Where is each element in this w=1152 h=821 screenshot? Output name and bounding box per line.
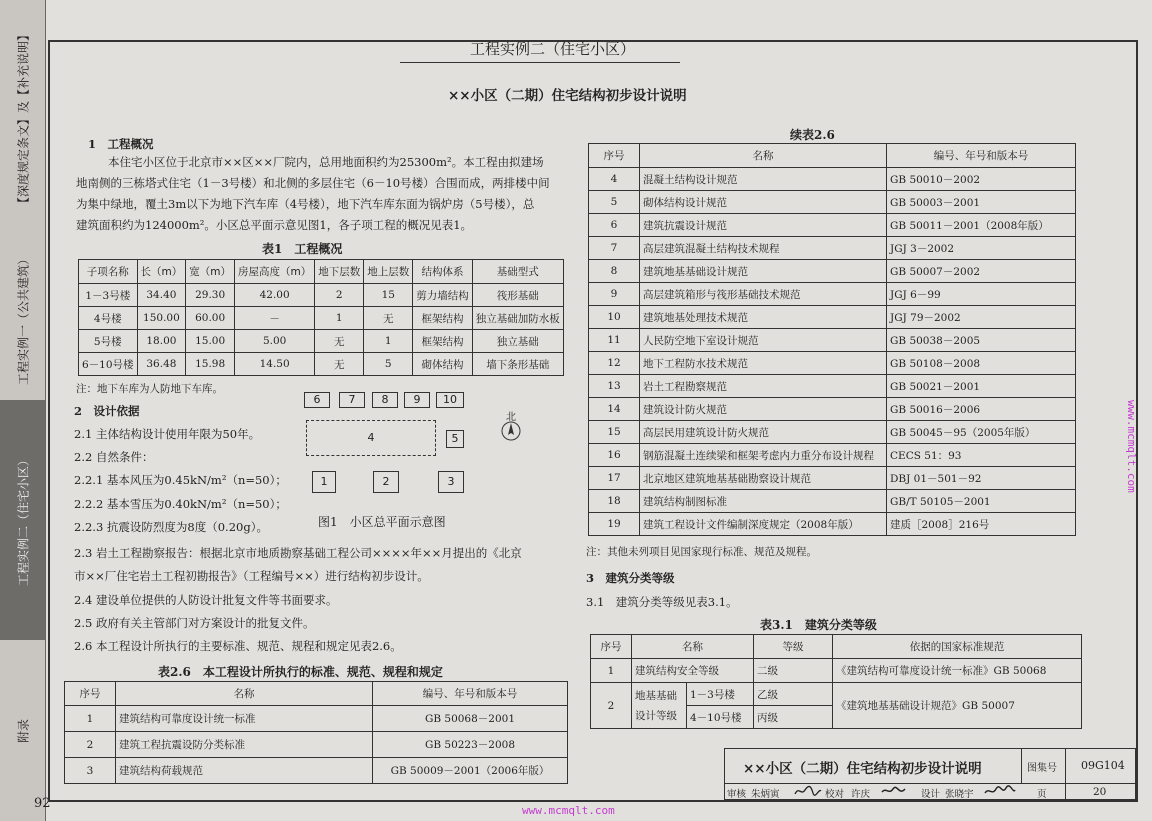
table-row bbox=[589, 490, 1076, 513]
table-cell: 人民防空地下室设计规范 bbox=[640, 329, 887, 352]
table-header: 宽（m） bbox=[186, 260, 235, 284]
building-7: 7 bbox=[339, 392, 365, 408]
title-block-title: ××小区（二期）住宅结构初步设计说明 bbox=[743, 761, 982, 777]
building-2: 2 bbox=[373, 471, 399, 493]
table-row bbox=[65, 706, 568, 732]
table-cell: 10 bbox=[589, 306, 640, 329]
table-cell: 1 bbox=[591, 659, 632, 683]
table-cell: JGJ 3－2002 bbox=[887, 237, 1076, 260]
check-label: 校对 bbox=[825, 789, 845, 800]
atlas-number: 09G104 bbox=[1081, 759, 1125, 772]
page-label: 页 bbox=[1037, 789, 1047, 800]
table-row bbox=[79, 307, 564, 330]
page-number: 92 bbox=[34, 796, 51, 811]
section-1-line-2: 地南侧的三栋塔式住宅（1－3号楼）和北侧的多层住宅（6－10号楼）合围而成，两排楼中间 bbox=[76, 176, 550, 190]
table-header: 子项名称 bbox=[79, 260, 138, 284]
building-10: 10 bbox=[436, 392, 464, 408]
table-1-overview bbox=[78, 259, 564, 376]
table-header: 名称 bbox=[116, 682, 373, 706]
table-row bbox=[589, 375, 1076, 398]
section-2-item: 2.2.2 基本雪压为0.40kN/m²（n=50）； bbox=[74, 497, 287, 511]
table-cell: 14 bbox=[589, 398, 640, 421]
designer-signature bbox=[983, 784, 1017, 798]
reviewer-name: 朱炳寅 bbox=[751, 789, 780, 800]
section-2-heading: 2 设计依据 bbox=[74, 404, 140, 418]
table-cell: 29.30 bbox=[186, 284, 235, 307]
table-3-1-caption: 表3.1 建筑分类等级 bbox=[760, 618, 877, 632]
table-cell: GB 50038－2005 bbox=[887, 329, 1076, 352]
table-cell: 6－10号楼 bbox=[79, 353, 138, 376]
section-1-line-1: 本住宅小区位于北京市××区××厂院内，总用地面积约为25300m²。本工程由拟建场 bbox=[108, 155, 544, 169]
table-cell: 二级 bbox=[754, 659, 833, 683]
table-cell: 建筑结构安全等级 bbox=[632, 659, 754, 683]
sidebar-tab-depth-rules[interactable]: 【深度规定条文】及【补充说明】 bbox=[0, 0, 46, 238]
building-8: 8 bbox=[372, 392, 398, 408]
section-2-4: 2.4 建设单位提供的人防设计批复文件等书面要求。 bbox=[74, 593, 338, 607]
table-header: 名称 bbox=[640, 144, 887, 168]
table-cell: 2 bbox=[315, 284, 364, 307]
table-cell: 砌体结构设计规范 bbox=[640, 191, 887, 214]
table-cell: 独立基础加防水板 bbox=[472, 307, 563, 330]
table-row bbox=[589, 444, 1076, 467]
table-cell: 建筑结构荷载规范 bbox=[116, 758, 373, 784]
table-cell: 18.00 bbox=[137, 330, 186, 353]
table-cell: 17 bbox=[589, 467, 640, 490]
table-row bbox=[589, 260, 1076, 283]
side-watermark: www.mcmqlt.com bbox=[1125, 400, 1138, 493]
table-cell: 高层建筑箱形与筏形基础技术规范 bbox=[640, 283, 887, 306]
table-row bbox=[591, 683, 1082, 706]
table-row bbox=[589, 237, 1076, 260]
table-cell: 地下工程防水技术规范 bbox=[640, 352, 887, 375]
table-2-6-continued bbox=[588, 143, 1076, 536]
building-3: 3 bbox=[438, 471, 464, 493]
table-1-note: 注：地下车库为人防地下车库。 bbox=[76, 383, 223, 395]
table-header: 编号、年号和版本号 bbox=[887, 144, 1076, 168]
review-label: 审核 bbox=[727, 789, 747, 800]
table-2-6-continued-caption: 续表2.6 bbox=[790, 128, 835, 142]
table-cell: 1－3号楼 bbox=[687, 683, 754, 706]
table-cell: 1 bbox=[65, 706, 116, 732]
table-cell: 混凝土结构设计规范 bbox=[640, 168, 887, 191]
table-header: 地上层数 bbox=[364, 260, 413, 284]
table-cell: 乙级 bbox=[754, 683, 833, 706]
table-cell: 《建筑地基基础设计规范》GB 50007 bbox=[833, 683, 1082, 729]
building-5-boiler: 5 bbox=[446, 430, 464, 448]
table-cell: CECS 51：93 bbox=[887, 444, 1076, 467]
table-cell: 5 bbox=[589, 191, 640, 214]
table-cell: 砌体结构 bbox=[413, 353, 473, 376]
table-cell: 框架结构 bbox=[413, 330, 473, 353]
table-cell: 42.00 bbox=[235, 284, 315, 307]
table-row bbox=[589, 329, 1076, 352]
sidebar-tab-example-2[interactable]: 工程实例二（住宅小区） bbox=[0, 400, 46, 640]
table-cell: 11 bbox=[589, 329, 640, 352]
table-header: 依据的国家标准规范 bbox=[833, 635, 1082, 659]
table-cell: 岩土工程勘察规范 bbox=[640, 375, 887, 398]
table-cell: GB 50009－2001（2006年版） bbox=[373, 758, 568, 784]
building-9: 9 bbox=[404, 392, 430, 408]
table-1-caption: 表1 工程概况 bbox=[262, 242, 343, 256]
building-4-garage bbox=[306, 420, 436, 456]
table-cell: 建筑工程设计文件编制深度规定（2008年版） bbox=[640, 513, 887, 536]
table-cell: 无 bbox=[315, 330, 364, 353]
checker-name: 许庆 bbox=[851, 789, 871, 800]
table-row bbox=[65, 758, 568, 784]
building-6: 6 bbox=[304, 392, 330, 408]
design-label: 设计 bbox=[921, 789, 941, 800]
table-cell: 建筑工程抗震设防分类标准 bbox=[116, 732, 373, 758]
section-2-item: 2.2 自然条件： bbox=[74, 450, 154, 464]
table-row bbox=[79, 330, 564, 353]
section-3-heading: 3 建筑分类等级 bbox=[586, 571, 675, 585]
table-cell: JGJ 6－99 bbox=[887, 283, 1076, 306]
table-cell: 框架结构 bbox=[413, 307, 473, 330]
table-cell: 36.48 bbox=[137, 353, 186, 376]
bottom-watermark: www.mcmqlt.com bbox=[522, 804, 615, 817]
table-row bbox=[589, 168, 1076, 191]
table-cell: 15.00 bbox=[186, 330, 235, 353]
table-cell: GB 50016－2006 bbox=[887, 398, 1076, 421]
table-cell: 60.00 bbox=[186, 307, 235, 330]
table-cell: 剪力墙结构 bbox=[413, 284, 473, 307]
table-cell: GB 50003－2001 bbox=[887, 191, 1076, 214]
table-cell: 6 bbox=[589, 214, 640, 237]
checker-signature bbox=[879, 784, 909, 798]
table-cell: 8 bbox=[589, 260, 640, 283]
north-label: 北 bbox=[506, 412, 516, 423]
sidebar-tab-example-1[interactable]: 工程实例一（公共建筑） bbox=[0, 238, 46, 400]
table-cell: DBJ 01－501－92 bbox=[887, 467, 1076, 490]
table-row bbox=[589, 467, 1076, 490]
table-cell: 建筑结构制图标准 bbox=[640, 490, 887, 513]
table-cell: 1 bbox=[315, 307, 364, 330]
table-cell: 34.40 bbox=[137, 284, 186, 307]
table-row bbox=[591, 659, 1082, 683]
table-row bbox=[589, 214, 1076, 237]
table-cell: GB 50021－2001 bbox=[887, 375, 1076, 398]
table-row bbox=[79, 353, 564, 376]
atlas-label: 图集号 bbox=[1027, 763, 1057, 774]
table-cell: GB 50007－2002 bbox=[887, 260, 1076, 283]
title-rule bbox=[400, 62, 680, 63]
designer-name: 张晓宇 bbox=[945, 789, 974, 800]
section-2-item: 2.1 主体结构设计使用年限为50年。 bbox=[74, 427, 261, 441]
table-cell: 建筑设计防火规范 bbox=[640, 398, 887, 421]
table-header: 等级 bbox=[754, 635, 833, 659]
table-cell: 筏形基础 bbox=[472, 284, 563, 307]
table-row bbox=[589, 306, 1076, 329]
section-2-item: 2.2.1 基本风压为0.45kN/m²（n=50）； bbox=[74, 473, 287, 487]
table-cell: GB 50108－2008 bbox=[887, 352, 1076, 375]
example-title: 工程实例二（住宅小区） bbox=[470, 40, 636, 58]
table-cell: 无 bbox=[364, 307, 413, 330]
table-cell: 1－3号楼 bbox=[79, 284, 138, 307]
table-header: 基础型式 bbox=[472, 260, 563, 284]
table-cell: 墙下条形基础 bbox=[472, 353, 563, 376]
table-header: 名称 bbox=[632, 635, 754, 659]
table-cell: 15.98 bbox=[186, 353, 235, 376]
section-1-heading: 1 工程概况 bbox=[88, 137, 154, 151]
table-cell: 4－10号楼 bbox=[687, 706, 754, 729]
table-cell: JGJ 79－2002 bbox=[887, 306, 1076, 329]
table-cell: 3 bbox=[65, 758, 116, 784]
reviewer-signature bbox=[793, 784, 823, 798]
table-cell: 15 bbox=[364, 284, 413, 307]
table-row bbox=[589, 191, 1076, 214]
table-cell: 高层建筑混凝土结构技术规程 bbox=[640, 237, 887, 260]
section-1-line-3: 为集中绿地，覆土3m以下为地下汽车库（4号楼），地下汽车库东面为锅炉房（5号楼），总 bbox=[76, 197, 535, 211]
table-3-1 bbox=[590, 634, 1082, 729]
table-2-6 bbox=[64, 681, 568, 784]
table-cell: 5.00 bbox=[235, 330, 315, 353]
table-cell: 18 bbox=[589, 490, 640, 513]
figure-1-caption: 图1 小区总平面示意图 bbox=[318, 515, 446, 529]
table-2-6-note: 注：其他未列项目见国家现行标准、规范及规程。 bbox=[586, 546, 817, 558]
section-2-5: 2.5 政府有关主管部门对方案设计的批复文件。 bbox=[74, 616, 315, 630]
table-cell: 9 bbox=[589, 283, 640, 306]
table-header: 序号 bbox=[591, 635, 632, 659]
table-row bbox=[589, 352, 1076, 375]
table-cell: 北京地区建筑地基基础勘察设计规范 bbox=[640, 467, 887, 490]
table-cell: 《建筑结构可靠度设计统一标准》GB 50068 bbox=[833, 659, 1082, 683]
sidebar-tab-appendix[interactable]: 附录 bbox=[0, 640, 46, 821]
table-row bbox=[65, 732, 568, 758]
table-cell: GB 50068－2001 bbox=[373, 706, 568, 732]
table-cell: 钢筋混凝土连续梁和框架考虑内力重分布设计规程 bbox=[640, 444, 887, 467]
table-cell: 4号楼 bbox=[79, 307, 138, 330]
table-cell: GB 50010－2002 bbox=[887, 168, 1076, 191]
table-row bbox=[589, 398, 1076, 421]
table-cell: 7 bbox=[589, 237, 640, 260]
title-block bbox=[724, 748, 1136, 800]
table-cell: 2 bbox=[65, 732, 116, 758]
table-cell: － bbox=[235, 307, 315, 330]
section-3-1: 3.1 建筑分类等级见表3.1。 bbox=[586, 595, 738, 609]
table-cell: 14.50 bbox=[235, 353, 315, 376]
table-cell: 建筑地基处理技术规范 bbox=[640, 306, 887, 329]
section-2-item: 2.2.3 抗震设防烈度为8度（0.20g）。 bbox=[74, 520, 268, 534]
section-1-line-4: 建筑面积约为124000m²。小区总平面示意见图1，各子项工程的概况见表1。 bbox=[76, 218, 473, 232]
table-cell: 2 bbox=[591, 683, 632, 729]
table-row bbox=[79, 284, 564, 307]
table-header: 地下层数 bbox=[315, 260, 364, 284]
table-cell: GB 50045－95（2005年版） bbox=[887, 421, 1076, 444]
north-arrow-icon bbox=[500, 420, 522, 442]
document-title: ××小区（二期）住宅结构初步设计说明 bbox=[448, 88, 687, 104]
table-cell: 5 bbox=[364, 353, 413, 376]
table-cell: 12 bbox=[589, 352, 640, 375]
table-cell: GB/T 50105－2001 bbox=[887, 490, 1076, 513]
table-cell: 独立基础 bbox=[472, 330, 563, 353]
table-2-6-caption: 表2.6 本工程设计所执行的标准、规范、规程和规定 bbox=[158, 665, 443, 679]
table-cell: 高层民用建筑设计防火规范 bbox=[640, 421, 887, 444]
table-row bbox=[589, 421, 1076, 444]
table-cell: 15 bbox=[589, 421, 640, 444]
table-row bbox=[589, 513, 1076, 536]
building-1: 1 bbox=[312, 471, 336, 493]
table-header: 序号 bbox=[65, 682, 116, 706]
table-header: 编号、年号和版本号 bbox=[373, 682, 568, 706]
table-cell: 建筑结构可靠度设计统一标准 bbox=[116, 706, 373, 732]
table-cell: 地基基础设计等级 bbox=[632, 683, 687, 729]
table-header: 结构体系 bbox=[413, 260, 473, 284]
table-cell: 建筑抗震设计规范 bbox=[640, 214, 887, 237]
table-cell: 无 bbox=[315, 353, 364, 376]
building-4-label: 4 bbox=[367, 431, 375, 444]
table-cell: 16 bbox=[589, 444, 640, 467]
table-cell: GB 50011－2001（2008年版） bbox=[887, 214, 1076, 237]
table-cell: 150.00 bbox=[137, 307, 186, 330]
table-header: 房屋高度（m） bbox=[235, 260, 315, 284]
table-cell: 1 bbox=[364, 330, 413, 353]
section-2-6: 2.6 本工程设计所执行的主要标准、规范、规程和规定见表2.6。 bbox=[74, 639, 402, 653]
table-cell: 建筑地基基础设计规范 bbox=[640, 260, 887, 283]
table-cell: 丙级 bbox=[754, 706, 833, 729]
table-cell: 建质［2008］216号 bbox=[887, 513, 1076, 536]
table-row bbox=[589, 283, 1076, 306]
sheet-page-number: 20 bbox=[1093, 786, 1107, 798]
table-header: 序号 bbox=[589, 144, 640, 168]
table-cell: 5号楼 bbox=[79, 330, 138, 353]
table-cell: GB 50223－2008 bbox=[373, 732, 568, 758]
table-cell: 13 bbox=[589, 375, 640, 398]
section-2-3-line-2: 市××厂住宅岩土工程初勘报告》（工程编号××）进行结构初步设计。 bbox=[74, 569, 429, 583]
table-header: 长（m） bbox=[137, 260, 186, 284]
table-cell: 19 bbox=[589, 513, 640, 536]
section-2-3-line-1: 2.3 岩土工程勘察报告：根据北京市地质勘察基础工程公司××××年××月提出的《北京 bbox=[74, 546, 522, 560]
table-cell: 4 bbox=[589, 168, 640, 191]
